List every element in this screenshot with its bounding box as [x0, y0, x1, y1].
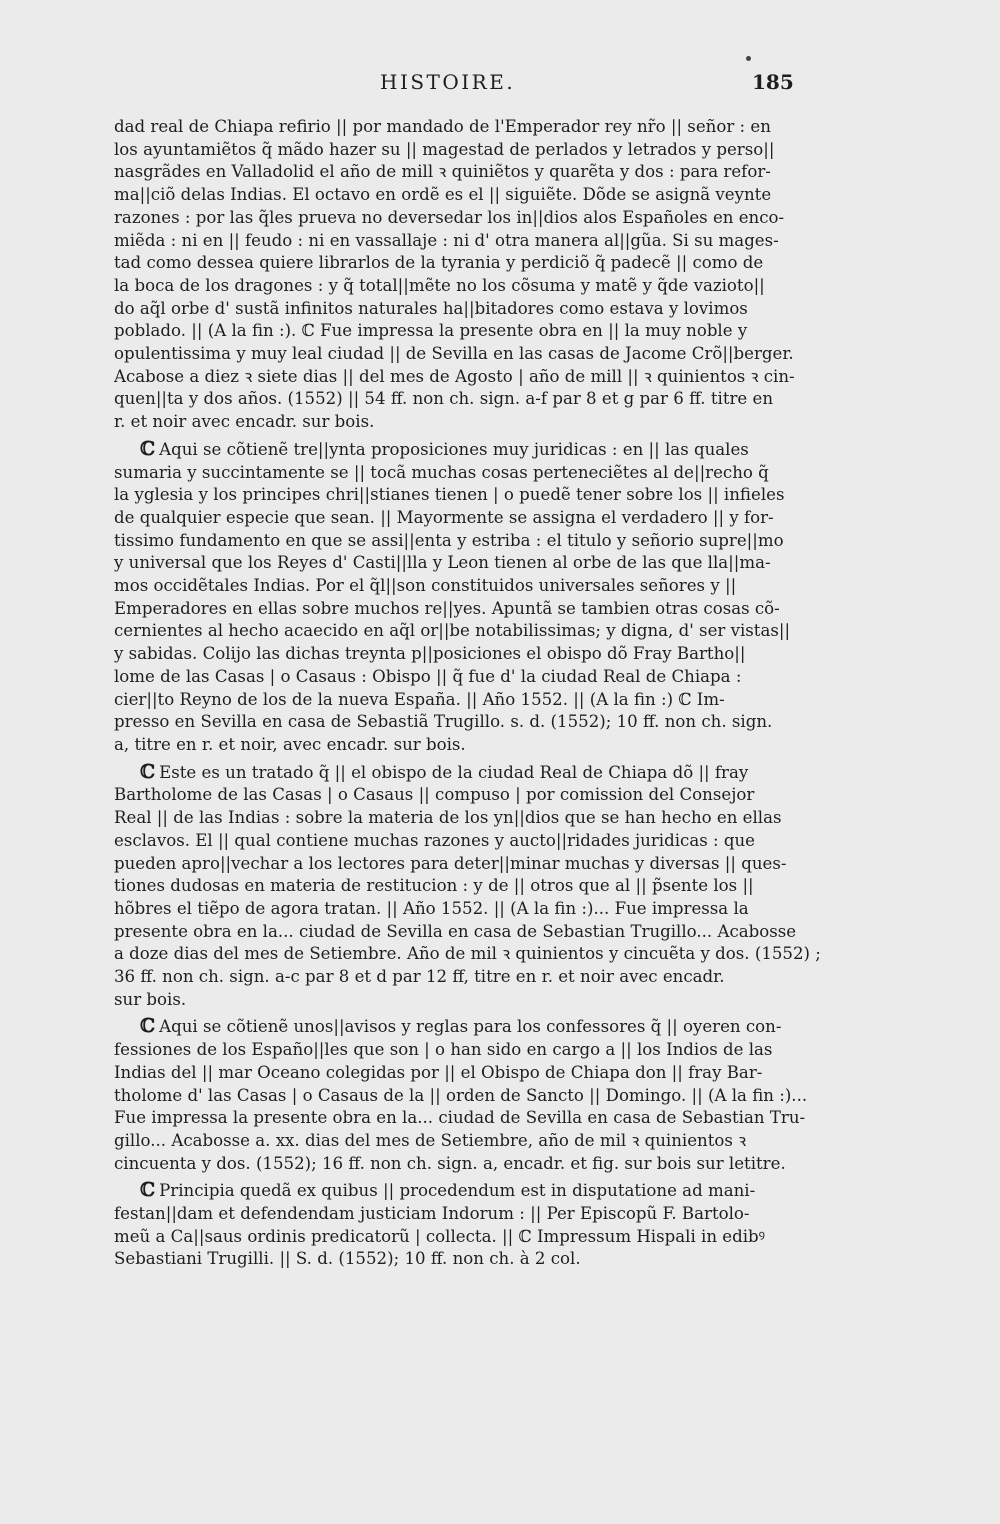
text-line: sur bois. [114, 989, 187, 1009]
text-line: Indias del || mar Oceano colegidas por || el Obispo de Chiapa don || fray Bar- [114, 1062, 763, 1082]
text-line: cier||to Reyno de los de la nueva España. || Año 1552. || (A la fin :) ℂ Im- [114, 689, 725, 709]
page-number: 185 [752, 70, 794, 94]
text-line: y universal que los Reyes d' Casti||lla y Leon tienen al orbe de las que lla||ma- [114, 553, 771, 573]
text-line: gillo... Acabosse a. xx. dias del mes de Setiembre, año de mil ꝛ quinientos ꝛ [114, 1130, 747, 1150]
pilcrow-icon: ℂ [140, 1015, 156, 1038]
text-line: y sabidas. Colijo las dichas treynta p||posiciones el obispo dõ Fray Bartho|| [114, 644, 746, 664]
text-line: la boca de los dragones : y q̃ total||mẽte no los cõsuma y matẽ y q̃de vazioto|| [114, 275, 765, 295]
text-line: presente obra en la... ciudad de Sevilla en casa de Sebastian Trugillo... Acabosse [114, 921, 797, 941]
text-line: esclavos. El || qual contiene muchas razones y aucto||ridades juridicas : que [114, 830, 756, 850]
text-line: festan||dam et defendendam justiciam Indorum : || Per Episcopũ F. Bartolo- [114, 1204, 750, 1224]
running-head [0, 70, 1000, 100]
text-line: ℂ Principia quedã ex quibus || procedendum est in disputatione ad mani- [140, 1179, 756, 1202]
text-line: mos occidẽtales Indias. Por el q̃l||son constituidos universales señores y || [114, 576, 737, 596]
bibliography-entry [114, 760, 821, 1012]
bibliography-entry [114, 1179, 810, 1271]
text-line: Acabose a diez ꝛ siete dias || del mes de Agosto | año de mill || ꝛ quinientos ꝛ cin- [114, 366, 795, 386]
text-line: Real || de las Indias : sobre la materia de los yn||dios que se han hecho en ellas [114, 808, 782, 828]
text-line: cernientes al hecho acaecido en aq̃l or||be notabilissimas; y digna, d' ser vistas|| [114, 621, 791, 641]
bibliography-text [114, 116, 821, 1271]
text-line: 36 ff. non ch. sign. a-c par 8 et d par 12 ff, titre en r. et noir avec encadr. [114, 967, 725, 987]
text-line: opulentissima y muy leal ciudad || de Sevilla en las casas de Jacome Crõ||berger. [114, 344, 794, 364]
text-line: hõbres el tiẽpo de agora tratan. || Año 1552. || (A la fin :)... Fue impressa la [114, 898, 749, 918]
text-line: poblado. || (A la fin :). ℂ Fue impressa la presente obra en || la muy noble y [114, 321, 748, 341]
text-line: tiones dudosas en materia de restitucion : y de || otros que al || p̃sente los || [114, 876, 754, 896]
text-line: Fue impressa la presente obra en la... ciudad de Sevilla en casa de Sebastian Tru- [114, 1108, 806, 1128]
text-line: Bartholome de las Casas | o Casaus || compuso | por comission del Consejor [114, 785, 755, 805]
text-line: Sebastiani Trugilli. || S. d. (1552); 10 ff. non ch. à 2 col. [114, 1249, 581, 1269]
bibliography-entry [114, 116, 810, 434]
bibliography-entry [114, 1015, 810, 1175]
text-line: ℂ Aqui se cõtienẽ unos||avisos y reglas para los confessores q̃ || oyeren con- [140, 1015, 782, 1038]
text-line: do aq̃l orbe d' sustã infinitos naturales ha||bitadores como estava y lovimos [114, 298, 748, 318]
pilcrow-icon: ℂ [140, 437, 156, 460]
text-line: fessiones de los Españo||les que son | o han sido en cargo a || los Indios de las [114, 1040, 773, 1060]
text-line: dad real de Chiapa refirio || por mandado de l'Emperador rey nr̃o || señor : en [114, 117, 771, 136]
text-line: ℂ Aqui se cõtienẽ tre||ynta proposiciones muy juridicas : en || las quales [140, 437, 749, 460]
text-line: cincuenta y dos. (1552); 16 ff. non ch. sign. a, encadr. et fig. sur bois sur letitre. [114, 1153, 786, 1173]
text-line: de qualquier especie que sean. || Mayormente se assigna el verdadero || y for- [114, 507, 774, 527]
text-line: presso en Sevilla en casa de Sebastiã Trugillo. s. d. (1552); 10 ff. non ch. sign. [114, 712, 773, 732]
text-line: r. et noir avec encadr. sur bois. [114, 412, 375, 432]
text-line: a, titre en r. et noir, avec encadr. sur bois. [114, 734, 466, 754]
text-line: ℂ Este es un tratado q̃ || el obispo de la ciudad Real de Chiapa dõ || fray [140, 760, 749, 783]
text-line: lome de las Casas | o Casaus : Obispo || q̃ fue d' la ciudad Real de Chiapa : [114, 666, 742, 686]
text-line: tad como dessea quiere librarlos de la tyrania y perdiciõ q̃ padecẽ || como de [114, 253, 764, 273]
text-line: miẽda : ni en || feudo : ni en vassallaje : ni d' otra manera al||gũa. Si su mages- [114, 230, 779, 250]
bibliography-entry [114, 438, 810, 757]
text-line: los ayuntamiẽtos q̃ mãdo hazer su || magestad de perlados y letrados y perso|| [114, 139, 775, 159]
text-line: tissimo fundamento en que se assi||enta y estriba : el titulo y señorio supre||mo [114, 530, 784, 550]
text-line: a doze dias del mes de Setiembre. Año de mil ꝛ quinientos y cincuẽta y dos. (1552) ; [114, 944, 821, 964]
text-line: nasgrãdes en Valladolid el año de mill ꝛ quiniẽtos y quarẽta y dos : para refor- [114, 162, 771, 182]
pilcrow-icon: ℂ [140, 760, 156, 783]
running-title: HISTOIRE. [380, 70, 516, 94]
pilcrow-icon: ℂ [140, 1179, 156, 1202]
ink-dot [746, 56, 751, 61]
text-line: ma||ciõ delas Indias. El octavo en ordẽ es el || siguiẽte. Dõde se asignã veynte [114, 185, 772, 205]
text-line: meũ a Ca||saus ordinis predicatorũ | collecta. || ℂ Impressum Hispali in edibꝰ [114, 1226, 766, 1246]
text-line: la yglesia y los principes chri||stianes tienen | o puedẽ tener sobre los || infieles [114, 485, 785, 505]
text-line: tholome d' las Casas | o Casaus de la || orden de Sancto || Domingo. || (A la fin :)... [114, 1085, 808, 1105]
text-line: Emperadores en ellas sobre muchos re||yes. Apuntã se tambien otras cosas cõ- [114, 598, 780, 618]
text-line: razones : por las q̃les prueva no deversedar los in||dios alos Españoles en enco- [114, 207, 785, 227]
text-line: quen||ta y dos años. (1552) || 54 ff. non ch. sign. a-f par 8 et g par 6 ff. titre en [114, 389, 774, 409]
text-line: sumaria y succintamente se || tocã muchas cosas perteneciẽtes al de||recho q̃ [114, 462, 769, 482]
text-line: pueden apro||vechar a los lectores para deter||minar muchas y diversas || ques- [114, 853, 787, 873]
